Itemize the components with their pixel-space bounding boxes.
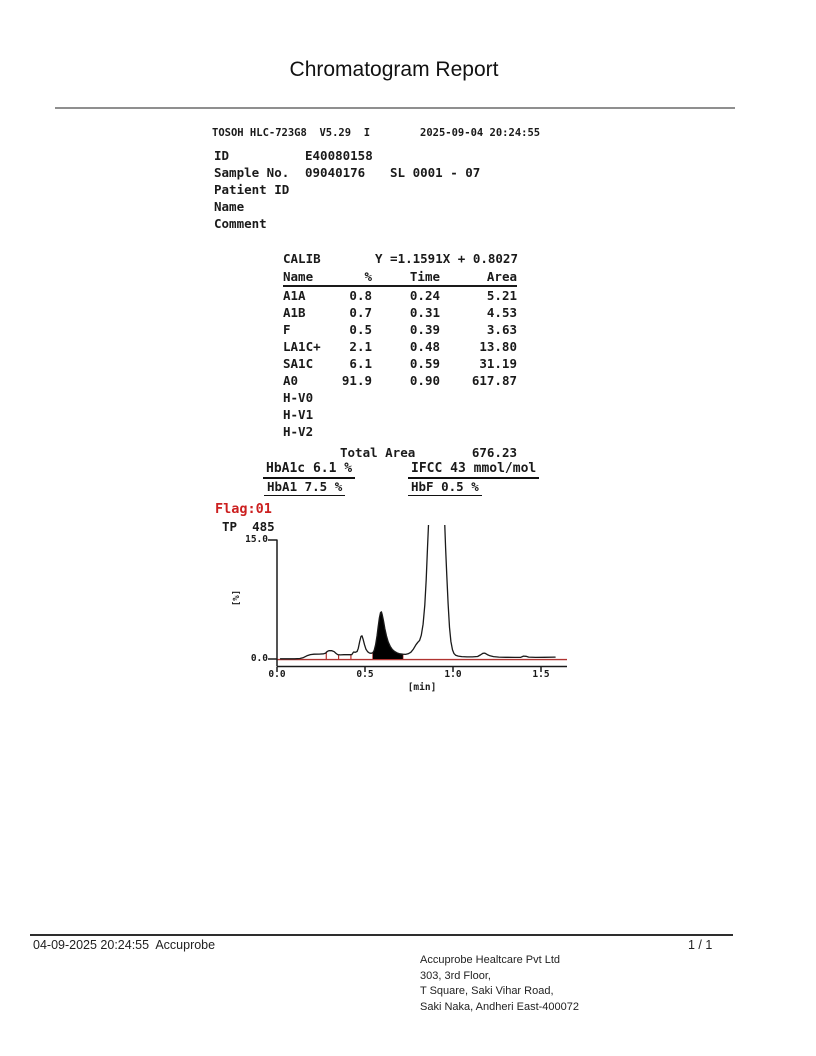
chromatogram-chart: [230, 525, 582, 703]
x-tick-1: 0.5: [356, 669, 374, 680]
instrument-header-row: [212, 127, 642, 148]
table-cell: A0: [283, 373, 299, 388]
field-label: Patient ID: [214, 182, 290, 197]
table-cell: 0.31: [409, 305, 440, 320]
x-axis-label: [min]: [407, 682, 437, 693]
table-cell: F: [283, 322, 291, 337]
table-cell: A1A: [283, 288, 306, 303]
table-row: [283, 304, 517, 321]
flag-indicator: Flag:01: [215, 501, 272, 517]
total-area-value: 676.23: [471, 445, 517, 460]
table-cell: SA1C: [283, 356, 314, 371]
results-row-1: [0, 461, 816, 479]
field-row: [212, 182, 642, 199]
table-row: [283, 287, 517, 304]
table-cell: 2.1: [349, 339, 372, 354]
footer-divider: [30, 934, 733, 936]
table-cell: 0.24: [409, 288, 440, 303]
address-line: T Square, Saki Vihar Road,: [420, 985, 554, 998]
field-label: Sample No.: [214, 165, 290, 180]
field-value: E40080158: [305, 148, 373, 163]
table-cell: 5.21: [486, 288, 517, 303]
field-label: ID: [214, 148, 230, 163]
table-cell: 0.5: [349, 322, 372, 337]
field-row: [212, 199, 642, 216]
col-area: Area: [486, 269, 517, 284]
field-extra: SL 0001 - 07: [390, 165, 481, 180]
chromatogram-trace: [281, 525, 556, 659]
table-cell: 0.8: [349, 288, 372, 303]
address-line: Accuprobe Healtcare Pvt Ltd: [420, 954, 561, 966]
ifcc-result: IFCC 43 mmol/mol: [408, 461, 539, 479]
peak-table-body: [212, 287, 642, 440]
address-line: Saki Naka, Andheri East-400072: [420, 1000, 579, 1013]
instrument-name: TOSOH HLC-723G8 V5.29 I: [212, 127, 371, 139]
table-cell: 0.39: [409, 322, 440, 337]
table-cell: 31.19: [479, 356, 517, 371]
footer-timestamp: 04-09-2025 20:24:55 Accuprobe: [33, 938, 216, 952]
hba1c-result: HbA1c 6.1 %: [263, 461, 355, 479]
field-value: 09040176: [305, 165, 366, 180]
y-tick-label-max: 15.0: [245, 534, 268, 545]
table-cell: H-V1: [283, 407, 314, 422]
address-line: 303, 3rd Floor,: [420, 969, 491, 982]
field-row: [212, 148, 642, 165]
title-divider: [55, 107, 735, 109]
results-block: [0, 461, 816, 497]
field-row: [212, 216, 642, 233]
table-cell: 0.48: [409, 339, 440, 354]
x-tick-2: 1.0: [444, 669, 462, 680]
table-row: [283, 372, 517, 389]
x-tick-3: 1.5: [532, 669, 550, 680]
table-cell: 91.9: [341, 373, 372, 388]
table-cell: 3.63: [486, 322, 517, 337]
table-cell: 0.7: [349, 305, 372, 320]
table-cell: 6.1: [349, 356, 372, 371]
total-area-row: [212, 445, 642, 462]
hbf-result: HbF 0.5 %: [408, 479, 482, 496]
table-row: [283, 406, 517, 423]
field-row: [212, 165, 642, 182]
col-name: Name: [283, 269, 314, 284]
peak-table-header: [283, 268, 517, 287]
field-label: Comment: [214, 216, 267, 231]
calib-equation: Y =1.1591X + 0.8027: [375, 251, 518, 266]
table-cell: H-V2: [283, 424, 314, 439]
table-cell: H-V0: [283, 390, 314, 405]
x-tick-0: 0.0: [268, 669, 286, 680]
col-percent: %: [364, 269, 372, 284]
report-datetime: 2025-09-04 20:24:55: [420, 127, 541, 139]
y-tick-label-zero: 0.0: [250, 653, 268, 664]
hba1-result: HbA1 7.5 %: [264, 479, 345, 496]
table-cell: 4.53: [486, 305, 517, 320]
table-cell: LA1C+: [283, 339, 321, 354]
field-label: Name: [214, 199, 245, 214]
report-body: [212, 127, 642, 462]
table-row: [283, 389, 517, 406]
calib-row: [212, 251, 642, 268]
table-cell: A1B: [283, 305, 306, 320]
table-cell: 0.59: [409, 356, 440, 371]
page-title: Chromatogram Report: [289, 58, 499, 81]
tp-value: TP 485: [222, 519, 275, 534]
results-row-2: [0, 479, 816, 497]
company-address: [420, 953, 579, 1015]
table-row: [283, 355, 517, 372]
calib-label: CALIB: [283, 251, 321, 266]
y-axis-label: [%]: [232, 589, 243, 607]
table-cell: 13.80: [479, 339, 517, 354]
table-cell: 0.90: [409, 373, 440, 388]
col-time: Time: [409, 269, 440, 284]
table-row: [283, 321, 517, 338]
sample-info-fields: [212, 148, 642, 233]
table-row: [283, 338, 517, 355]
x-axis-ticks: [277, 667, 541, 673]
page-number: 1 / 1: [688, 938, 713, 952]
table-cell: 617.87: [471, 373, 517, 388]
table-row: [283, 423, 517, 440]
total-area-label: Total Area: [340, 445, 416, 460]
chromatogram-plot: [230, 525, 582, 677]
